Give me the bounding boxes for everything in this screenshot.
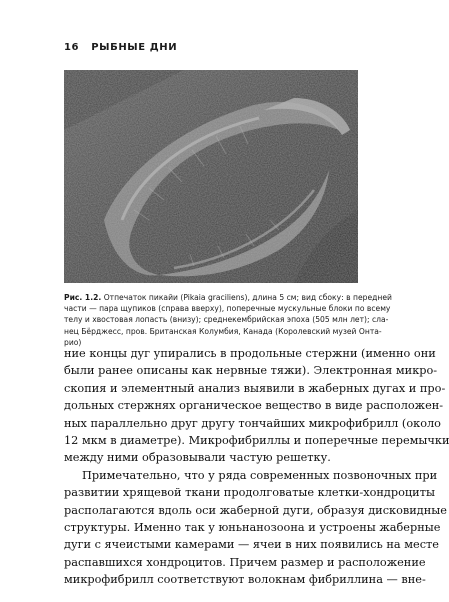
running-title: РЫБНЫЕ ДНИ: [91, 42, 178, 53]
text-line: располагаются вдоль оси жаберной дуги, образуя дисковидные: [64, 503, 447, 517]
text-line: распавшихся хондроцитов. Причем размер и расположение: [64, 555, 426, 569]
page-number: 16: [64, 42, 80, 53]
text-line: ние концы дуг упирались в продольные стержни (именно они: [64, 347, 436, 360]
text-line: ных параллельно друг другу тончайших микрофибрилл (около: [64, 416, 441, 430]
text-line: дуги с ячеистыми камерами — ячеи в них появились на месте: [64, 538, 439, 552]
text-line: Примечательно, что у ряда современных позвоночных при: [82, 468, 438, 482]
body-text: [64, 345, 449, 589]
fossil-photo: [64, 70, 358, 283]
caption-line: телу и хвостовая лопасть (внизу); среднекембрийская эпоха (505 млн лет); сла-: [64, 315, 389, 325]
caption-line: части — пара щупиков (справа вверху), поперечные мускульные блоки по всему: [64, 304, 391, 314]
caption-line: Рис. 1.2. Отпечаток пикайи (Pikaia graciliens), длина 5 см; вид сбоку: в передней: [64, 293, 392, 302]
text-line: были ранее описаны как нервные тяжи). Электронная микро-: [64, 364, 438, 378]
figure-label: Рис. 1.2.: [64, 293, 102, 302]
fossil-image: [64, 70, 358, 283]
paragraph: [64, 467, 447, 589]
running-header: [64, 42, 177, 53]
text-line: структуры. Именно так у юньнанозоона и устроены жаберные: [64, 521, 441, 535]
text-line: 12 мкм в диаметре). Микрофибриллы и поперечные перемычки: [64, 434, 449, 448]
text-line: развитии хрящевой ткани продолговатые клетки-хондроциты: [64, 486, 435, 500]
figure-caption: [64, 292, 392, 348]
text-line: скопия и элементный анализ выявили в жаберных дугах и про-: [64, 381, 446, 395]
text-line: микрофибрилл соответствуют волокнам фибриллина — вне-: [64, 573, 426, 587]
caption-line: нец Бёрджесс, пров. Британская Колумбия, Канада (Королевский музей Онта-: [64, 326, 382, 336]
paragraph: [64, 345, 449, 467]
text-line: между ними образовывали частую решетку.: [64, 451, 331, 465]
caption-line: рио): [64, 337, 82, 347]
text-line: дольных стержнях органическое вещество в виде расположен-: [64, 399, 444, 413]
